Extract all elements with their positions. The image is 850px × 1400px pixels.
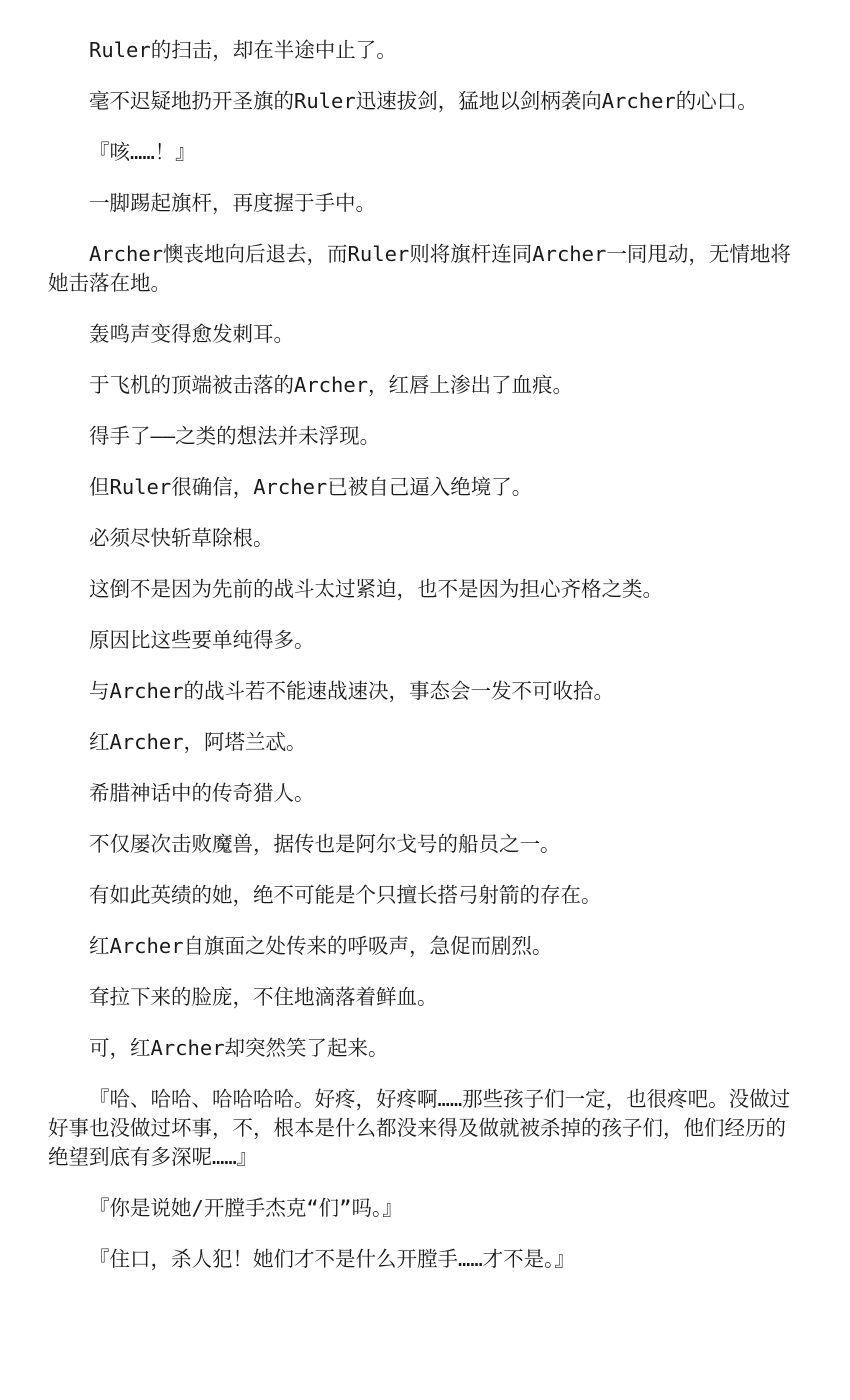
paragraph: 『住口，杀人犯！她们才不是什么开膛手……才不是。』 (89, 1247, 575, 1271)
paragraph: 耷拉下来的脸庞，不住地滴落着鲜血。 (89, 985, 438, 1009)
paragraph: 必须尽快斩草除根。 (89, 526, 274, 550)
paragraph: 红Archer，阿塔兰忒。 (89, 730, 307, 754)
paragraph: 一脚踢起旗杆，再度握于手中。 (89, 191, 376, 215)
paragraph: 与Archer的战斗若不能速战速决，事态会一发不可收拾。 (89, 679, 615, 703)
paragraph: 希腊神话中的传奇猎人。 (89, 781, 315, 805)
paragraph: 不仅屡次击败魔兽，据传也是阿尔戈号的船员之一。 (89, 832, 561, 856)
paragraph: 得手了——之类的想法并未浮现。 (89, 424, 381, 448)
paragraph: 轰鸣声变得愈发刺耳。 (89, 322, 294, 346)
paragraph: 『哈、哈哈、哈哈哈哈。好疼，好疼啊……那些孩子们一定，也很疼吧。没做过好事也没做过坏事，不，根本是什么都没来得及做就被杀掉的孩子们，他们经历的绝望到底有多深呢……』 (48, 1087, 791, 1169)
paragraph: Ruler的扫击，却在半途中止了。 (89, 38, 397, 62)
paragraph: 『你是说她/开膛手杰克“们”吗。』 (89, 1196, 403, 1220)
paragraph: 可，红Archer却突然笑了起来。 (89, 1036, 389, 1060)
paragraph: 毫不迟疑地扔开圣旗的Ruler迅速拔剑，猛地以剑柄袭向Archer的心口。 (89, 89, 758, 113)
paragraph: 有如此英绩的她，绝不可能是个只擅长搭弓射箭的存在。 (89, 883, 602, 907)
paragraph: 红Archer自旗面之处传来的呼吸声，急促而剧烈。 (89, 934, 553, 958)
paragraph: 原因比这些要单纯得多。 (89, 628, 315, 652)
paragraph: 『咳……！』 (89, 140, 196, 164)
paragraph: 但Ruler很确信，Archer已被自己逼入绝境了。 (89, 475, 533, 499)
paragraph: 这倒不是因为先前的战斗太过紧迫，也不是因为担心齐格之类。 (89, 577, 663, 601)
paragraph: 于飞机的顶端被击落的Archer，红唇上渗出了血痕。 (89, 373, 574, 397)
novel-page (48, 36, 804, 1296)
paragraph: Archer懊丧地向后退去，而Ruler则将旗杆连同Archer一同甩动，无情地将她击落在地。 (48, 242, 791, 295)
